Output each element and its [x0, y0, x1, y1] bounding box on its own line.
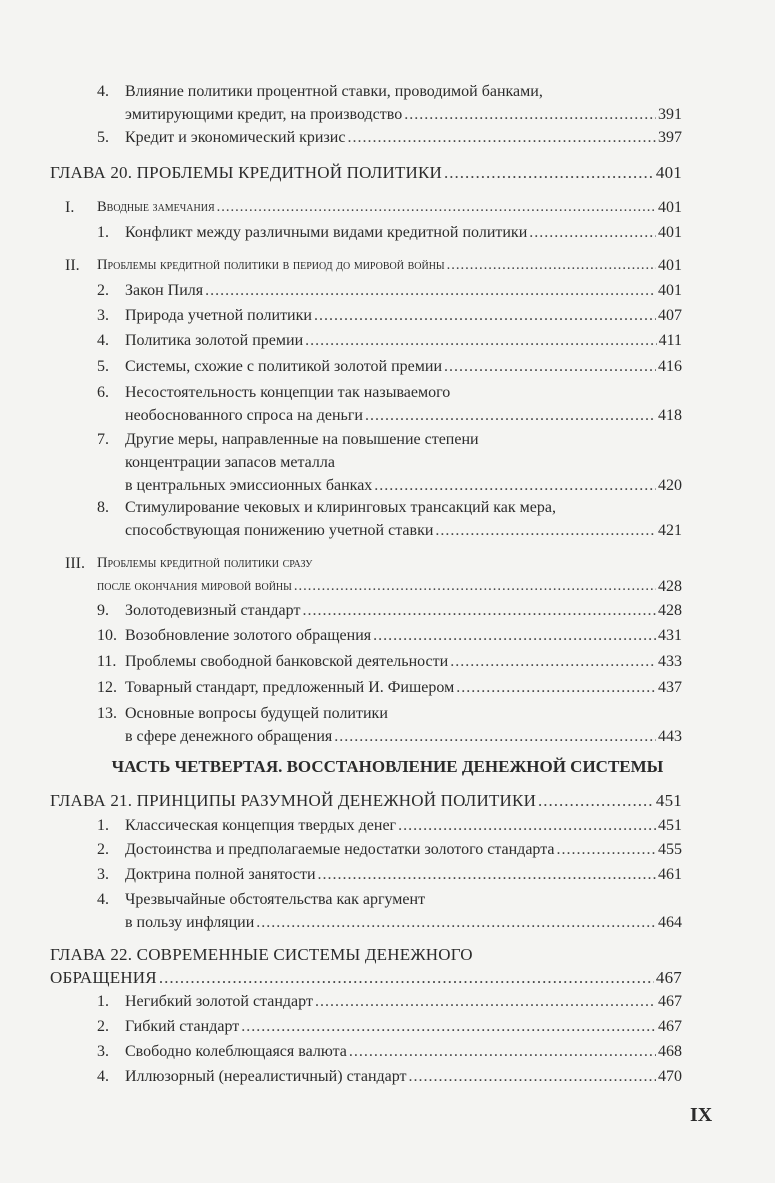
toc-entry	[0, 221, 775, 244]
entry-line	[97, 702, 682, 725]
entry-title: в центральных эмиссионных банках	[125, 477, 373, 494]
entry-title: Кредит и экономический кризис	[125, 129, 346, 146]
entry-page: 467	[655, 968, 682, 987]
entry-line	[97, 381, 682, 404]
entry-title: способствующая понижению учетной ставки	[125, 522, 434, 539]
entry-line	[125, 911, 682, 934]
entry-line	[97, 650, 682, 673]
entry-line	[97, 814, 682, 837]
entry-number: 3.	[97, 307, 109, 324]
entry-page: 401	[658, 224, 682, 241]
entry-number: 5.	[97, 129, 109, 146]
entry-page: 401	[658, 282, 682, 299]
dot-leader	[435, 519, 656, 542]
entry-page: 437	[658, 679, 682, 696]
dot-leader	[315, 990, 656, 1013]
entry-title: в пользу инфляции	[125, 914, 255, 931]
dot-leader	[241, 1015, 656, 1038]
dot-leader	[373, 624, 656, 647]
entry-line	[125, 519, 682, 542]
entry-title: Другие меры, направленные на повышение степени	[125, 431, 479, 448]
dot-leader	[217, 196, 656, 219]
entry-page: 391	[658, 106, 682, 123]
section-entry	[0, 254, 775, 277]
entry-line	[125, 451, 682, 474]
toc-entry	[0, 624, 775, 647]
entry-line	[65, 196, 682, 219]
chapter-entry	[0, 789, 775, 812]
entry-title: Золотодевизный стандарт	[125, 602, 301, 619]
entry-number: 3.	[97, 1043, 109, 1060]
toc-entry	[0, 599, 775, 622]
dot-leader	[557, 838, 657, 861]
dot-leader	[205, 279, 656, 302]
entry-line	[97, 126, 682, 149]
toc-entry	[0, 676, 775, 699]
entry-page: 420	[658, 477, 682, 494]
entry-line	[97, 221, 682, 244]
chapter-entry	[0, 943, 775, 989]
entry-title: ГЛАВА 21. ПРИНЦИПЫ РАЗУМНОЙ ДЕНЕЖНОЙ ПОЛИТИКИ	[50, 791, 537, 810]
entry-page: 401	[655, 163, 682, 182]
entry-title: Основные вопросы будущей политики	[125, 705, 388, 722]
entry-line	[97, 496, 682, 519]
entry-title: в сфере денежного обращения	[125, 728, 333, 745]
entry-title: Стимулирование чековых и клиринговых трансакций как мера,	[125, 499, 556, 516]
entry-number: 4.	[97, 83, 109, 100]
entry-number: 1.	[97, 817, 109, 834]
entry-number: 13.	[97, 705, 117, 722]
entry-line	[97, 838, 682, 861]
entry-number: 12.	[97, 679, 117, 696]
section-entry	[0, 552, 775, 598]
toc-entry	[0, 838, 775, 861]
entry-line	[97, 863, 682, 886]
entry-page: 428	[658, 602, 682, 619]
entry-line	[97, 1040, 682, 1063]
entry-page: 416	[658, 358, 682, 375]
entry-line	[97, 888, 682, 911]
dot-leader	[334, 725, 656, 748]
toc-entry	[0, 990, 775, 1013]
entry-page: 443	[658, 728, 682, 745]
entry-number: 4.	[97, 1068, 109, 1085]
entry-number: 4.	[97, 332, 109, 349]
entry-line	[97, 355, 682, 378]
entry-page: 455	[658, 841, 682, 858]
entry-line	[125, 103, 682, 126]
entry-number: 10.	[97, 627, 117, 644]
entry-page: 411	[658, 332, 682, 349]
dot-leader	[444, 355, 656, 378]
entry-number: 11.	[97, 653, 117, 670]
entry-page: 431	[658, 627, 682, 644]
dot-leader	[302, 599, 656, 622]
entry-title: Негибкий золотой стандарт	[125, 993, 313, 1010]
entry-title: Конфликт между различными видами кредитной политики	[125, 224, 528, 241]
toc-entry	[0, 888, 775, 934]
toc-entry	[0, 428, 775, 497]
entry-number: 4.	[97, 891, 109, 908]
dot-leader	[456, 676, 656, 699]
part-heading: ЧАСТЬ ЧЕТВЕРТАЯ. ВОССТАНОВЛЕНИЕ ДЕНЕЖНОЙ СИСТЕМЫ	[111, 757, 664, 776]
entry-title: Свободно колеблющаяся валюта	[125, 1043, 347, 1060]
entry-line	[97, 279, 682, 302]
entry-title: Проблемы свободной банковской деятельности	[125, 653, 449, 670]
entry-number: 3.	[97, 866, 109, 883]
toc-entry	[0, 304, 775, 327]
entry-line	[97, 676, 682, 699]
entry-line	[97, 599, 682, 622]
chapter-entry	[0, 161, 775, 184]
entry-title: Проблемы кредитной политики в период до мировой войны	[97, 257, 445, 273]
entry-number: 1.	[97, 993, 109, 1010]
dot-leader	[450, 650, 656, 673]
entry-title: Товарный стандарт, предложенный И. Фишером	[125, 679, 455, 696]
entry-page: 468	[658, 1043, 682, 1060]
entry-line	[97, 990, 682, 1013]
entry-line	[65, 254, 682, 277]
entry-title: эмитирующими кредит, на производство	[125, 106, 403, 123]
entry-line	[65, 552, 682, 575]
dot-leader	[314, 304, 656, 327]
toc-entry	[0, 1015, 775, 1038]
entry-page: 401	[658, 257, 682, 274]
entry-page: 451	[655, 791, 682, 810]
entry-title: Возобновление золотого обращения	[125, 627, 372, 644]
entry-number: 7.	[97, 431, 109, 448]
entry-title: Влияние политики процентной ставки, проводимой банками,	[125, 83, 543, 100]
dot-leader	[398, 814, 656, 837]
dot-leader	[159, 966, 654, 989]
entry-line	[50, 966, 682, 989]
entry-page: 401	[658, 199, 682, 216]
dot-leader	[444, 161, 654, 184]
entry-line	[125, 474, 682, 497]
entry-page: 407	[658, 307, 682, 324]
entry-number: 2.	[97, 282, 109, 299]
dot-leader	[538, 789, 654, 812]
dot-leader	[305, 329, 656, 352]
dot-leader	[374, 474, 656, 497]
toc-entry	[0, 1040, 775, 1063]
toc-entry	[0, 1065, 775, 1088]
entry-line	[97, 1065, 682, 1088]
toc-entry	[0, 496, 775, 542]
entry-number: 8.	[97, 499, 109, 516]
entry-line	[125, 404, 682, 427]
toc-entry	[0, 80, 775, 126]
entry-line	[50, 943, 682, 966]
entry-line	[50, 789, 682, 812]
entry-number: 1.	[97, 224, 109, 241]
entry-title: Закон Пиля	[125, 282, 204, 299]
toc-entry	[0, 126, 775, 149]
entry-title: Доктрина полной занятости	[125, 866, 316, 883]
entry-number: 2.	[97, 841, 109, 858]
dot-leader	[404, 103, 656, 126]
entry-title: Системы, схожие с политикой золотой премии	[125, 358, 443, 375]
dot-leader	[256, 911, 656, 934]
entry-title: Классическая концепция твердых денег	[125, 817, 397, 834]
section-entry	[0, 196, 775, 219]
dot-leader	[365, 404, 656, 427]
dot-leader	[318, 863, 656, 886]
entry-line	[125, 725, 682, 748]
entry-line	[97, 624, 682, 647]
entry-number: 9.	[97, 602, 109, 619]
entry-page: 397	[658, 129, 682, 146]
dot-leader	[349, 1040, 656, 1063]
entry-title: Иллюзорный (нереалистичный) стандарт	[125, 1068, 407, 1085]
entry-title: Достоинства и предполагаемые недостатки золотого стандарта	[125, 841, 555, 858]
toc-entry	[0, 279, 775, 302]
entry-title: Природа учетной политики	[125, 307, 312, 324]
entry-page: 464	[658, 914, 682, 931]
entry-line	[97, 575, 682, 598]
toc-entry	[0, 329, 775, 352]
entry-page: 470	[658, 1068, 682, 1085]
entry-number: 6.	[97, 384, 109, 401]
entry-page: 461	[658, 866, 682, 883]
toc-entry	[0, 814, 775, 837]
entry-line	[97, 329, 682, 352]
dot-leader	[409, 1065, 656, 1088]
toc-entry	[0, 650, 775, 673]
entry-title: ГЛАВА 22. СОВРЕМЕННЫЕ СИСТЕМЫ ДЕНЕЖНОГО	[50, 945, 473, 964]
page-number: IX	[690, 1104, 713, 1126]
entry-page: 418	[658, 407, 682, 424]
dot-leader	[529, 221, 656, 244]
entry-line	[97, 428, 682, 451]
entry-title: ГЛАВА 20. ПРОБЛЕМЫ КРЕДИТНОЙ ПОЛИТИКИ	[50, 163, 443, 182]
entry-number: II.	[65, 257, 80, 274]
toc-entry	[0, 863, 775, 886]
entry-page: 467	[658, 1018, 682, 1035]
entry-title: Чрезвычайные обстоятельства как аргумент	[125, 891, 426, 908]
entry-title: Проблемы кредитной политики сразу	[97, 555, 313, 571]
entry-title: ОБРАЩЕНИЯ	[50, 968, 157, 987]
entry-line	[97, 304, 682, 327]
entry-line	[97, 1015, 682, 1038]
entry-page: 428	[658, 578, 682, 595]
dot-leader	[347, 126, 656, 149]
entry-title: Несостоятельность концепции так называемого	[125, 384, 451, 401]
toc-entry	[0, 381, 775, 427]
entry-title: концентрации запасов металла	[125, 454, 335, 471]
dot-leader	[294, 575, 656, 598]
entry-page: 451	[658, 817, 682, 834]
entry-page: 433	[658, 653, 682, 670]
entry-number: 2.	[97, 1018, 109, 1035]
entry-number: I.	[65, 199, 75, 216]
entry-title: Политика золотой премии	[125, 332, 304, 349]
entry-page: 467	[658, 993, 682, 1010]
entry-title: необоснованного спроса на деньги	[125, 407, 363, 424]
entry-title: Вводные замечания	[97, 199, 215, 215]
entry-number: III.	[65, 555, 85, 572]
entry-line	[97, 80, 682, 103]
entry-title: после окончания мировой войны	[97, 578, 292, 594]
toc-entry	[0, 702, 775, 748]
toc-entry	[0, 355, 775, 378]
entry-number: 5.	[97, 358, 109, 375]
entry-title: Гибкий стандарт	[125, 1018, 240, 1035]
entry-line	[50, 161, 682, 184]
dot-leader	[447, 254, 656, 277]
entry-page: 421	[658, 522, 682, 539]
